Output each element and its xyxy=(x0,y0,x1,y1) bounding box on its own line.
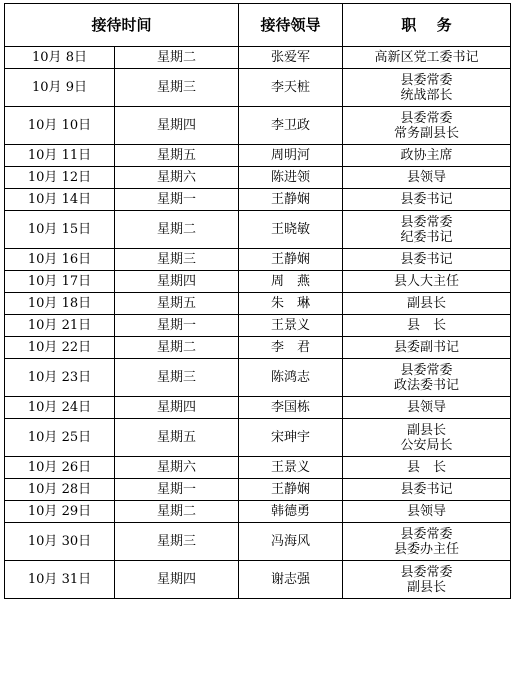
position-line: 公安局长 xyxy=(400,437,453,453)
position-cell xyxy=(343,419,511,457)
date-cell: 10月 23日 xyxy=(5,359,115,397)
position-line: 县委常委 xyxy=(400,564,453,580)
position-cell xyxy=(343,315,511,337)
position-line: 纪委书记 xyxy=(400,229,453,245)
position-cell xyxy=(343,271,511,293)
position-cell xyxy=(343,501,511,523)
weekday-cell: 星期三 xyxy=(115,359,239,397)
date-cell: 10月 25日 xyxy=(5,419,115,457)
weekday-cell: 星期二 xyxy=(115,211,239,249)
position-line: 县委常委 xyxy=(400,214,453,230)
position-cell xyxy=(343,107,511,145)
table-row xyxy=(5,271,511,293)
leader-cell: 陈进领 xyxy=(239,167,343,189)
leader-cell: 周明河 xyxy=(239,145,343,167)
weekday-cell: 星期三 xyxy=(115,523,239,561)
weekday-cell: 星期四 xyxy=(115,271,239,293)
date-cell: 10月 11日 xyxy=(5,145,115,167)
weekday-cell: 星期一 xyxy=(115,189,239,211)
position-line: 县领导 xyxy=(407,400,447,415)
table-row xyxy=(5,107,511,145)
table-row xyxy=(5,359,511,397)
date-cell: 10月 12日 xyxy=(5,167,115,189)
position-cell xyxy=(343,47,511,69)
position-cell xyxy=(343,479,511,501)
table-row xyxy=(5,457,511,479)
table-row xyxy=(5,561,511,599)
position-line: 县领导 xyxy=(407,170,447,185)
position-cell xyxy=(343,145,511,167)
date-cell: 10月 30日 xyxy=(5,523,115,561)
weekday-cell: 星期四 xyxy=(115,397,239,419)
weekday-cell: 星期二 xyxy=(115,501,239,523)
weekday-cell: 星期一 xyxy=(115,479,239,501)
position-line: 县领导 xyxy=(407,504,447,519)
position-cell xyxy=(343,293,511,315)
header-row xyxy=(5,4,511,47)
position-line: 副县长 xyxy=(407,296,447,311)
weekday-cell: 星期二 xyxy=(115,47,239,69)
weekday-cell: 星期五 xyxy=(115,145,239,167)
position-line: 县委常委 xyxy=(400,72,453,88)
position-line: 常务副县长 xyxy=(394,125,460,141)
date-cell: 10月 28日 xyxy=(5,479,115,501)
position-line: 县委办主任 xyxy=(394,541,460,557)
position-cell xyxy=(343,211,511,249)
reception-schedule xyxy=(4,3,511,599)
table-row xyxy=(5,523,511,561)
leader-cell: 李卫政 xyxy=(239,107,343,145)
position-cell xyxy=(343,249,511,271)
position-cell xyxy=(343,561,511,599)
leader-cell: 王静娴 xyxy=(239,249,343,271)
leader-cell: 张爱军 xyxy=(239,47,343,69)
weekday-cell: 星期一 xyxy=(115,315,239,337)
weekday-cell: 星期六 xyxy=(115,457,239,479)
weekday-cell: 星期三 xyxy=(115,69,239,107)
schedule-table xyxy=(4,3,511,599)
position-line: 高新区党工委书记 xyxy=(374,50,479,65)
table-row xyxy=(5,315,511,337)
position-line: 县委常委 xyxy=(400,362,453,378)
table-row xyxy=(5,337,511,359)
table-row xyxy=(5,479,511,501)
date-cell: 10月 24日 xyxy=(5,397,115,419)
date-cell: 10月 14日 xyxy=(5,189,115,211)
position-line: 县人大主任 xyxy=(394,274,460,289)
position-cell xyxy=(343,189,511,211)
table-row xyxy=(5,419,511,457)
position-cell xyxy=(343,337,511,359)
position-cell xyxy=(343,457,511,479)
weekday-cell: 星期六 xyxy=(115,167,239,189)
leader-cell: 李国栋 xyxy=(239,397,343,419)
schedule-body xyxy=(5,47,511,599)
leader-cell: 朱 琳 xyxy=(239,293,343,315)
leader-cell: 宋珅宇 xyxy=(239,419,343,457)
position-line: 县委常委 xyxy=(400,110,453,126)
table-row xyxy=(5,189,511,211)
position-line: 政协主席 xyxy=(400,148,453,163)
position-line: 县委书记 xyxy=(400,252,453,267)
position-line: 副县长 xyxy=(407,422,447,438)
weekday-cell: 星期五 xyxy=(115,293,239,315)
date-cell: 10月 21日 xyxy=(5,315,115,337)
date-cell: 10月 18日 xyxy=(5,293,115,315)
leader-cell: 陈鸿志 xyxy=(239,359,343,397)
position-line: 县 长 xyxy=(407,318,447,333)
position-line: 县委书记 xyxy=(400,482,453,497)
date-cell: 10月 17日 xyxy=(5,271,115,293)
weekday-cell: 星期二 xyxy=(115,337,239,359)
date-cell: 10月 26日 xyxy=(5,457,115,479)
position-cell xyxy=(343,359,511,397)
weekday-cell: 星期三 xyxy=(115,249,239,271)
position-line: 副县长 xyxy=(407,579,447,595)
weekday-cell: 星期四 xyxy=(115,561,239,599)
leader-cell: 谢志强 xyxy=(239,561,343,599)
position-line: 县 长 xyxy=(407,460,447,475)
weekday-cell: 星期四 xyxy=(115,107,239,145)
leader-cell: 王景义 xyxy=(239,457,343,479)
leader-cell: 王晓敏 xyxy=(239,211,343,249)
table-row xyxy=(5,397,511,419)
date-cell: 10月 29日 xyxy=(5,501,115,523)
position-cell xyxy=(343,167,511,189)
table-row xyxy=(5,501,511,523)
weekday-cell: 星期五 xyxy=(115,419,239,457)
date-cell: 10月 31日 xyxy=(5,561,115,599)
date-cell: 10月 15日 xyxy=(5,211,115,249)
leader-cell: 周 燕 xyxy=(239,271,343,293)
date-cell: 10月 22日 xyxy=(5,337,115,359)
date-cell: 10月 16日 xyxy=(5,249,115,271)
date-cell: 10月 10日 xyxy=(5,107,115,145)
table-row xyxy=(5,69,511,107)
position-line: 县委常委 xyxy=(400,526,453,542)
position-line: 统战部长 xyxy=(400,87,453,103)
position-cell xyxy=(343,523,511,561)
leader-cell: 李天桩 xyxy=(239,69,343,107)
leader-cell: 韩德勇 xyxy=(239,501,343,523)
date-cell: 10月 9日 xyxy=(5,69,115,107)
leader-cell: 王静娴 xyxy=(239,479,343,501)
leader-cell: 李 君 xyxy=(239,337,343,359)
table-row xyxy=(5,249,511,271)
table-row xyxy=(5,47,511,69)
leader-cell: 王景义 xyxy=(239,315,343,337)
leader-cell: 冯海风 xyxy=(239,523,343,561)
table-row xyxy=(5,211,511,249)
position-cell xyxy=(343,397,511,419)
position-cell xyxy=(343,69,511,107)
header-leader: 接待领导 xyxy=(239,4,343,47)
position-line: 县委书记 xyxy=(400,192,453,207)
table-row xyxy=(5,145,511,167)
header-time: 接待时间 xyxy=(5,4,239,47)
leader-cell: 王静娴 xyxy=(239,189,343,211)
header-position: 职 务 xyxy=(343,4,511,47)
position-line: 县委副书记 xyxy=(394,340,460,355)
date-cell: 10月 8日 xyxy=(5,47,115,69)
position-line: 政法委书记 xyxy=(394,377,460,393)
table-row xyxy=(5,167,511,189)
table-row xyxy=(5,293,511,315)
